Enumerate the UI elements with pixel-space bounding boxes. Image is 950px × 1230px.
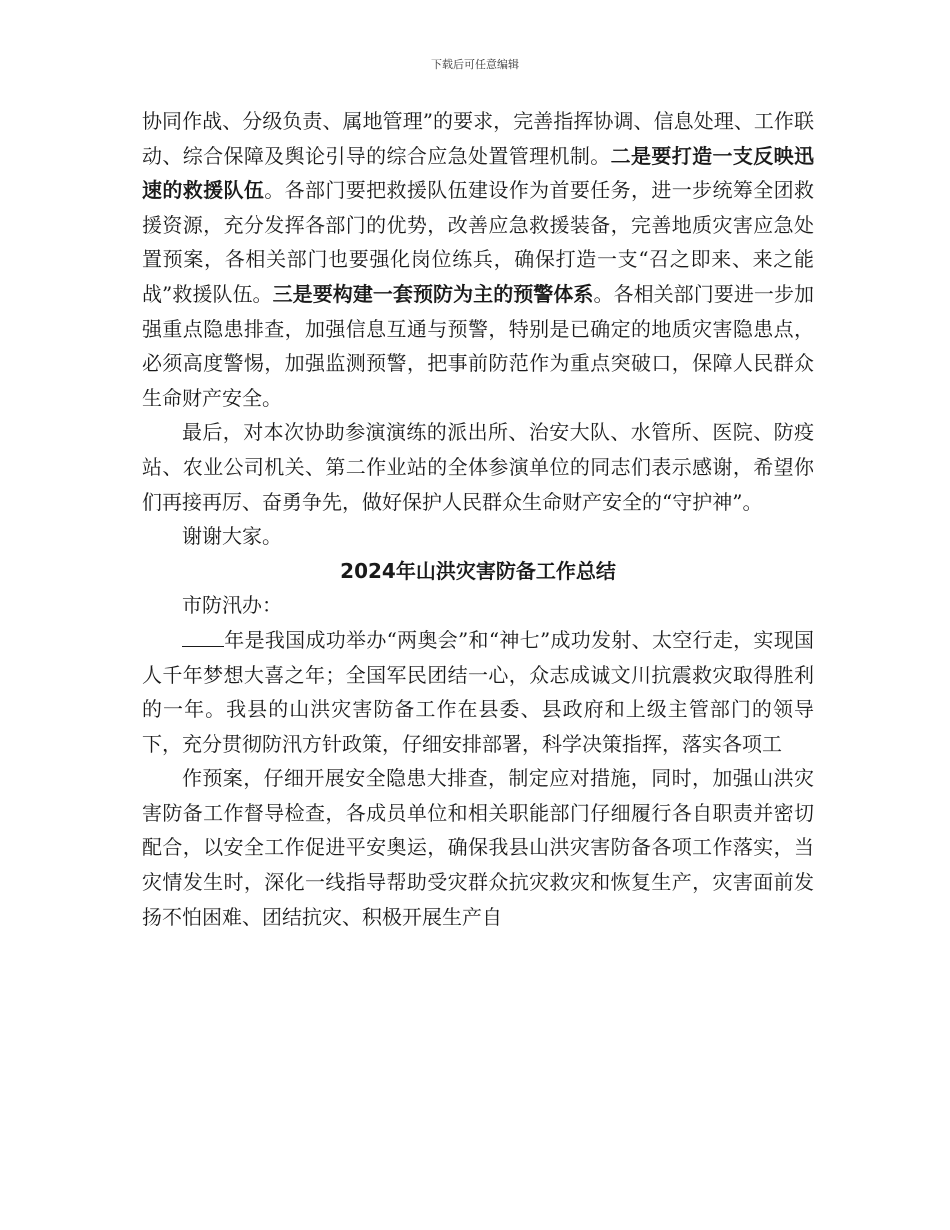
paragraph: 作预案，仔细开展安全隐患大排查，制定应对措施，同时，加强山洪灾害防备工作督导检查，各成员单位和相关职能部门仔细履行各自职责并密切配合，以安全工作促进平安奥运，确保我县山洪灾害防备各项工作落实，当灾情发生时，深化一线指导帮助受灾群众抗灾救灾和恢复生产，灾害面前发扬不怕困难、团结抗灾、积极开展生产自 [142,766,814,929]
paragraph-text: 。各部门要把救援队伍建设作为首要任务，进一步统筹全团救援资源，充分发挥各部门的优势，改善应急救援装备，完善地质灾害应急处置预案，各相关部门也要强化岗位练兵，确保打造一支“召之即来、来之能战”救援队伍。 [142,178,814,306]
closing-remark: 谢谢大家。 [182,524,282,549]
salutation: 市防汛办： [182,593,282,618]
document-title: 2024年山洪灾害防备工作总结 [340,558,616,583]
paragraph [142,104,814,415]
document-body [142,104,814,934]
blank-field [182,625,224,647]
paragraph-text: 协同作战、分级负责、属地管理”的要求，完善指挥协调、信息处理、工作联动、综合保障及舆论引导的综合应急处置管理机制。 [142,109,814,168]
paragraph: 最后，对本次协助参演演练的派出所、治安大队、水管所、医院、防疫站、农业公司机关、第二作业站的全体参演单位的同志们表示感谢，希望你们再接再厉、奋勇争先，做好保护人民群众生命财产安全的“守护神”。 [142,420,814,514]
bold-heading: 二是要打造一支反映迅速的救援队伍 [142,143,814,203]
paragraph-text: 年是我国成功举办“两奥会”和“神七”成功发射、太空行走，实现国人千年梦想大喜之年；全国军民团结一心，众志成诚文川抗震救灾取得胜利的一年。我县的山洪灾害防备工作在县委、县政府和上级主管部门的领导下，充分贯彻防汛方针政策，仔细安排部署，科学决策指挥，落实各项工 [142,627,814,756]
paragraph-text: 。各相关部门要进一步加强重点隐患排查，加强信息互通与预警，特别是已确定的地质灾害隐患点，必须高度警惕，加强监测预警，把事前防范作为重点突破口，保障人民群众生命财产安全。 [142,281,815,410]
page-header: 下载后可任意编辑 [431,58,519,71]
paragraph [142,623,814,761]
bold-heading: 三是要构建一套预防为主的预警体系 [272,281,594,306]
